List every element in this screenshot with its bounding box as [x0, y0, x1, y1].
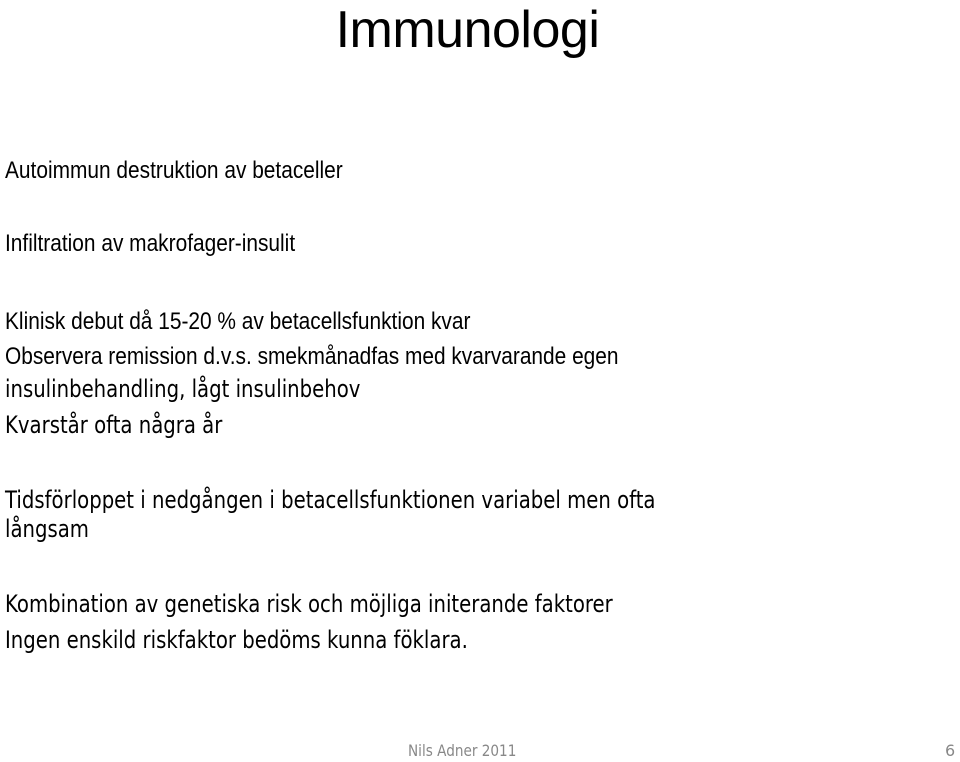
- body-line-combination: Kombination av genetiska risk och möjliga initerande faktorer: [5, 590, 613, 618]
- slide-title: Immunologi: [335, 1, 600, 59]
- body-line-clinical-debut: Klinisk debut då 15-20 % av betacellsfunktion kvar: [5, 308, 471, 335]
- footer-author: Nils Adner 2011: [408, 741, 517, 760]
- page-number: 6: [945, 741, 956, 760]
- body-line-persists: Kvarstår ofta några år: [5, 411, 223, 439]
- body-line-remission: Observera remission d.v.s. smekmånadfas med kvarvarande egen: [5, 343, 619, 370]
- body-line-insulin-treatment: insulinbehandling, lågt insulinbehov: [5, 375, 361, 403]
- body-line-remission-prefix: [5, 342, 619, 372]
- body-line-time-course: Tidsförloppet i nedgången i betacellsfunktionen variabel men ofta: [5, 486, 656, 514]
- body-line-infiltration: Infiltration av makrofager-insulit: [5, 230, 296, 257]
- body-line-autoimmune: Autoimmun destruktion av betaceller: [5, 157, 343, 184]
- body-line-slow: långsam: [5, 515, 89, 543]
- body-line-no-single-factor: Ingen enskild riskfaktor bedöms kunna föklara.: [5, 626, 468, 654]
